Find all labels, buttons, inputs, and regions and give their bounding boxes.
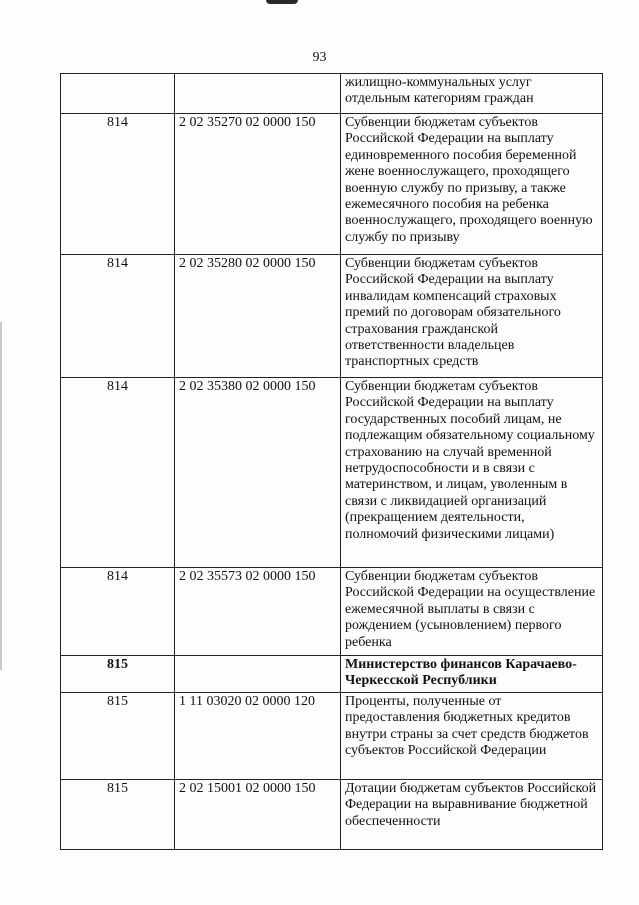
- description-cell: Министерство финансов Карачаево-Черкесской Республики: [341, 656, 603, 693]
- admin-code-cell: 814: [61, 114, 175, 255]
- page-number: 93: [312, 50, 327, 65]
- budget-code-cell: [175, 656, 341, 693]
- table-row: [61, 255, 603, 378]
- admin-code-cell: 815: [61, 656, 175, 693]
- scan-top-mark: [266, 0, 298, 4]
- description-cell: Дотации бюджетам субъектов Российской Федерации на выравнивание бюджетной обеспеченности: [341, 780, 603, 850]
- description-cell: Субвенции бюджетам субъектов Российской Федерации на выплату государственных пособий лицам, не подлежащим обязательному социальному страхованию на случай временной нетрудоспособности и в связи с материнством, и лицам, уволенным в связи с ликвидацией организаций (прекращением деятельности, полномочий физическими лицами): [341, 378, 603, 568]
- admin-code-cell: 814: [61, 378, 175, 568]
- budget-code-cell: 2 02 35270 02 0000 150: [175, 114, 341, 255]
- budget-code-cell: 2 02 15001 02 0000 150: [175, 780, 341, 850]
- admin-code-cell: [61, 74, 175, 114]
- description-cell: Субвенции бюджетам субъектов Российской Федерации на осуществление ежемесячной выплаты в связи с рождением (усыновлением) первого ребенка: [341, 568, 603, 656]
- description-cell: Субвенции бюджетам субъектов Российской Федерации на выплату инвалидам компенсаций страховых премий по договорам обязательного страхования гражданской ответственности владельцев транспортных средств: [341, 255, 603, 378]
- admin-code-cell: 814: [61, 255, 175, 378]
- table-row: [61, 74, 603, 114]
- budget-code-cell: 1 11 03020 02 0000 120: [175, 693, 341, 780]
- table-row: [61, 378, 603, 568]
- description-cell: Проценты, полученные от предоставления бюджетных кредитов внутри страны за счет средств бюджетов субъектов Российской Федерации: [341, 693, 603, 780]
- table-row: [61, 656, 603, 693]
- table-row: [61, 568, 603, 656]
- admin-code-cell: 815: [61, 780, 175, 850]
- budget-code-cell: 2 02 35573 02 0000 150: [175, 568, 341, 656]
- table-row: [61, 780, 603, 850]
- budget-code-cell: 2 02 35280 02 0000 150: [175, 255, 341, 378]
- budget-code-cell: 2 02 35380 02 0000 150: [175, 378, 341, 568]
- description-cell: жилищно-коммунальных услуг отдельным категориям граждан: [341, 74, 603, 114]
- budget-codes-table: [60, 73, 603, 850]
- table-row: [61, 114, 603, 255]
- description-cell: Субвенции бюджетам субъектов Российской Федерации на выплату единовременного пособия беременной жене военнослужащего, проходящего военную службу по призыву, а также ежемесячного пособия на ребенка военнослужащего, проходящего военную службу по призыву: [341, 114, 603, 255]
- admin-code-cell: 815: [61, 693, 175, 780]
- admin-code-cell: 814: [61, 568, 175, 656]
- table-row: [61, 693, 603, 780]
- budget-code-cell: [175, 74, 341, 114]
- scan-edge-shadow: [0, 322, 2, 670]
